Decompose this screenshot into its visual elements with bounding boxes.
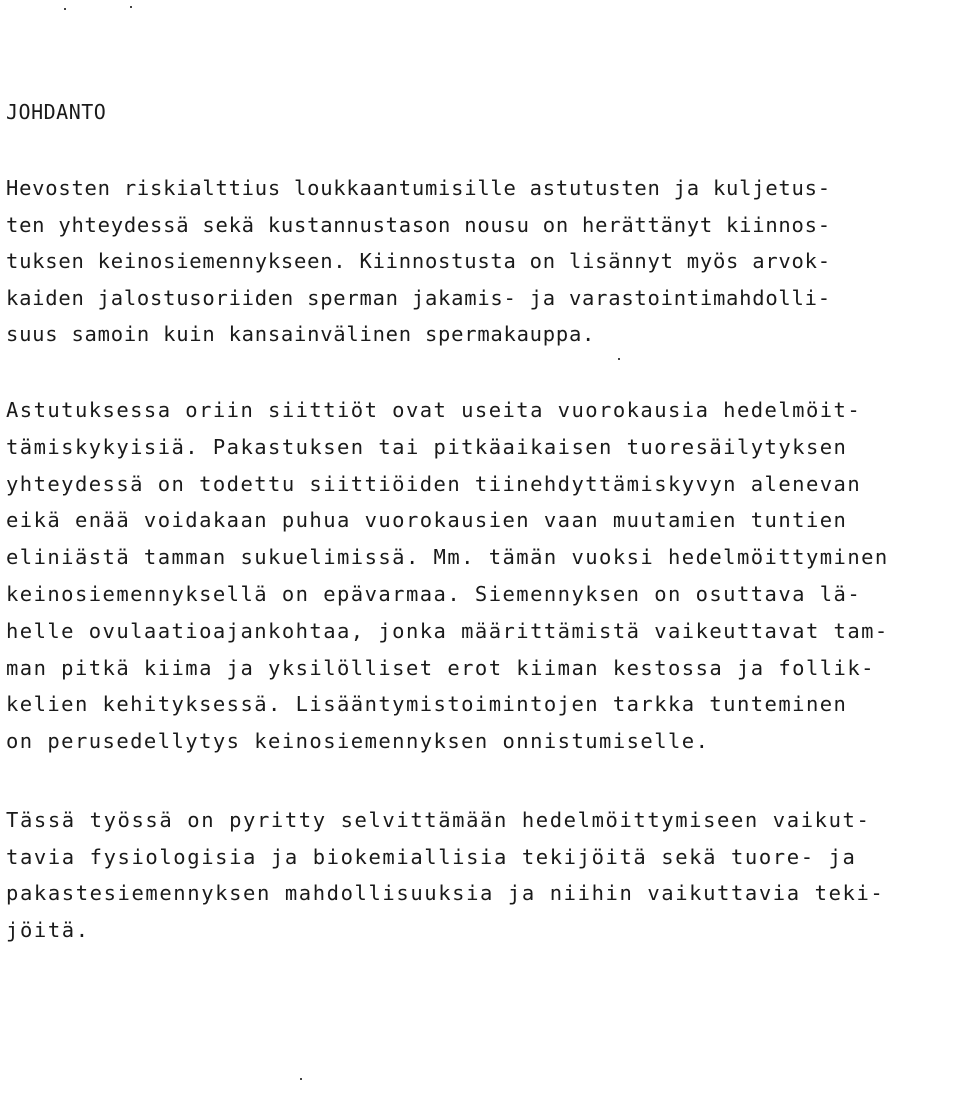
paragraph-2 <box>6 392 956 760</box>
text-line: tavia fysiologisia ja biokemiallisia tekijöitä sekä tuore- ja <box>6 844 857 869</box>
text-line: on perusedellytys keinosiemennyksen onnistumiselle. <box>6 729 710 754</box>
text-line: keinosiemennyksellä on epävarmaa. Siemennyksen on osuttava lä- <box>6 581 862 606</box>
section-heading: JOHDANTO <box>6 100 107 124</box>
scan-speck <box>618 358 620 360</box>
text-line: eliniästä tamman sukuelimissä. Mm. tämän vuoksi hedelmöittyminen <box>6 545 889 570</box>
text-line: jöitä. <box>6 917 90 942</box>
scan-speck <box>64 8 66 10</box>
text-line: Astutuksessa oriin siittiöt ovat useita vuorokausia hedelmöit- <box>6 398 862 422</box>
scan-speck <box>300 1078 302 1080</box>
text-line: Hevosten riskialttius loukkaantumisille astutusten ja kuljetus- <box>6 176 831 200</box>
text-line: tuksen keinosiemennykseen. Kiinnostusta on lisännyt myös arvok- <box>6 249 831 273</box>
text-line: eikä enää voidakaan puhua vuorokausien vaan muutamien tuntien <box>6 508 848 533</box>
text-line: kelien kehityksessä. Lisääntymistoimintojen tarkka tunteminen <box>6 692 848 717</box>
paragraph-1 <box>6 170 956 353</box>
text-line: ten yhteydessä sekä kustannustason nousu on herättänyt kiinnos- <box>6 212 831 237</box>
text-line: yhteydessä on todettu siittiöiden tiinehdyttämiskyvyn alenevan <box>6 471 862 496</box>
text-line: pakastesiemennyksen mahdollisuuksia ja niihin vaikuttavia teki- <box>6 881 885 905</box>
paragraph-3 <box>6 802 956 948</box>
text-line: Tässä työssä on pyritty selvittämään hedelmöittymiseen vaikut- <box>6 808 871 832</box>
text-line: helle ovulaatioajankohtaa, jonka määrittämistä vaikeuttavat tam- <box>6 618 889 643</box>
scan-speck <box>130 6 132 8</box>
text-line: tämiskykyisiä. Pakastuksen tai pitkäaikaisen tuoresäilytyksen <box>6 434 848 459</box>
text-line: suus samoin kuin kansainvälinen spermakauppa. <box>6 322 596 346</box>
text-line: man pitkä kiima ja yksilölliset erot kiiman kestossa ja follik- <box>6 655 875 680</box>
text-line: kaiden jalostusoriiden sperman jakamis- ja varastointimahdolli- <box>6 285 831 310</box>
